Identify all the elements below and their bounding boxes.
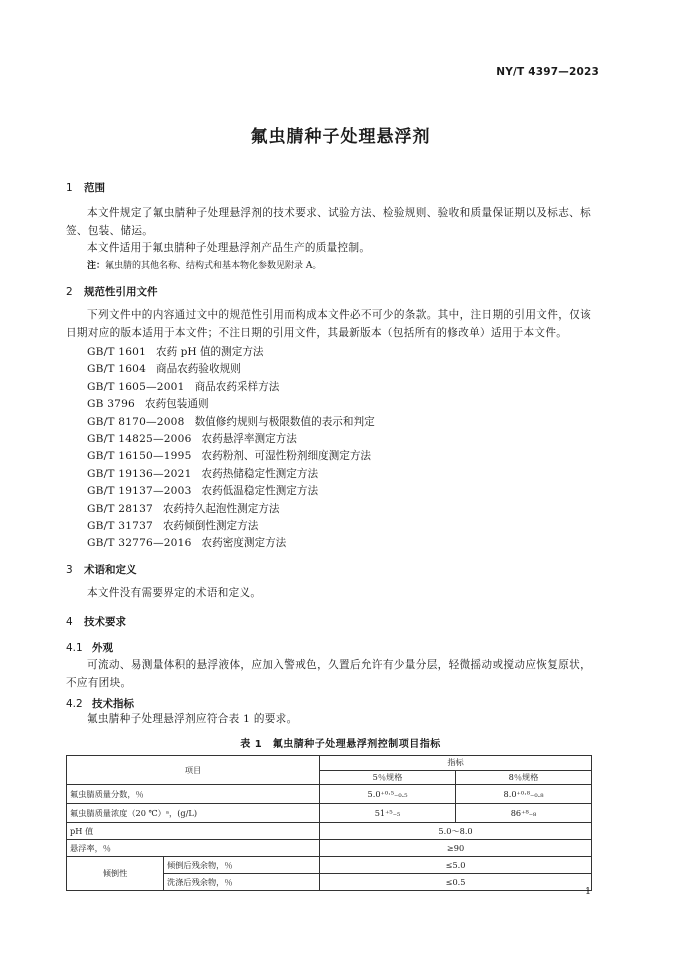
reference-item (87, 501, 375, 518)
reference-item (87, 379, 375, 396)
row-label: 倾倒性 (67, 857, 164, 891)
sub-row-label: 倾倒后残余物，％ (164, 857, 320, 874)
section-title: 外观 (92, 642, 113, 654)
note-label: 注： (87, 261, 106, 271)
section-number: 4 (66, 616, 73, 628)
reference-code: GB/T 31737 (87, 519, 153, 532)
row-label: 悬浮率，％ (67, 840, 320, 857)
section-number: 4.2 (66, 698, 83, 710)
table-row (67, 804, 592, 823)
page-number: 1 (584, 886, 591, 897)
reference-item (87, 414, 375, 431)
cell-value: 86⁺⁸₋₈ (456, 804, 592, 823)
section-4-2-paragraph-1: 氟虫腈种子处理悬浮剂应符合表 1 的要求。 (87, 713, 298, 725)
reference-name: 农药悬浮率测定方法 (201, 432, 297, 445)
table-row (67, 857, 592, 874)
reference-name: 农药包装通则 (144, 398, 209, 411)
section-1-paragraph-2: 本文件适用于氟虫腈种子处理悬浮剂产品生产的质量控制。 (87, 242, 371, 254)
row-label: 氟虫腈质量浓度（20 ℃）ᵃ，(g/L) (67, 804, 320, 823)
cell-value: ≤0.5 (320, 874, 592, 891)
document-title: 氟虫腈种子处理悬浮剂 (250, 127, 431, 147)
reference-item (87, 361, 375, 378)
table-header-row (67, 756, 592, 771)
reference-name: 农药倾倒性测定方法 (162, 519, 259, 532)
reference-item (87, 518, 375, 535)
cell-value: 51⁺⁵₋₅ (320, 804, 456, 823)
reference-name: 农药低温稳定性测定方法 (201, 485, 319, 498)
table-caption: 表 1 氟虫腈种子处理悬浮剂控制项目指标 (240, 739, 441, 750)
section-1-paragraph-1: 本文件规定了氟虫腈种子处理悬浮剂的技术要求、试验方法、检验规则、验收和质量保证期以及标志、标签、包装、储运。 (66, 207, 591, 237)
reference-name: 农药 pH 值的测定方法 (156, 346, 264, 358)
row-label: 氟虫腈质量分数，％ (67, 785, 320, 804)
reference-code: GB/T 14825—2006 (87, 432, 192, 445)
reference-name: 农药密度测定方法 (201, 537, 287, 550)
table-row (67, 785, 592, 804)
reference-name: 数值修约规则与极限数值的表示和判定 (194, 415, 375, 428)
section-number: 1 (66, 182, 73, 194)
section-number: 3 (66, 564, 73, 576)
section-number: 4.1 (66, 642, 83, 654)
normative-references-list (87, 344, 375, 553)
header-item: 项目 (67, 756, 320, 785)
cell-value: ≥90 (320, 840, 592, 857)
sub-row-label: 洗涤后残余物，％ (164, 874, 320, 891)
table-row (67, 840, 592, 857)
header-index: 指标 (320, 756, 592, 771)
section-title: 术语和定义 (84, 564, 137, 576)
reference-code: GB/T 32776—2016 (87, 537, 192, 550)
reference-name: 农药热储稳定性测定方法 (201, 467, 319, 480)
reference-name: 农药粉剂、可湿性粉剂细度测定方法 (201, 450, 372, 463)
reference-item (87, 431, 375, 448)
reference-name: 商品农药验收规则 (156, 363, 241, 376)
reference-code: GB/T 1605—2001 (87, 380, 185, 393)
header-spec-8: 8％规格 (456, 770, 592, 785)
reference-code: GB 3796 (87, 398, 135, 411)
reference-code: GB/T 28137 (87, 502, 153, 515)
section-number: 2 (66, 286, 73, 298)
section-1-note (87, 259, 321, 273)
reference-code: GB/T 8170—2008 (87, 415, 185, 428)
header-spec-5: 5％规格 (320, 770, 456, 785)
reference-code: GB/T 16150—1995 (87, 450, 192, 463)
reference-item (87, 466, 375, 483)
reference-item (87, 396, 375, 413)
cell-value: 8.0⁺⁰·⁸₋₀.₈ (456, 785, 592, 804)
section-title: 技术要求 (84, 616, 126, 628)
reference-code: GB/T 19137—2003 (87, 485, 192, 498)
reference-code: GB/T 1604 (87, 363, 147, 376)
section-4-heading (66, 614, 126, 629)
reference-item (87, 448, 375, 465)
section-4-1-paragraph-1: 可流动、易测量体积的悬浮液体，应加入警戒色，久置后允许有少量分层，轻微摇动或搅动应恢复原状，不应有团块。 (66, 659, 591, 689)
standard-number: NY/T 4397—2023 (496, 66, 599, 78)
section-1-heading (66, 180, 105, 195)
section-4-2-heading (66, 696, 134, 711)
reference-code: GB/T 19136—2021 (87, 467, 192, 480)
cell-value: 5.0～8.0 (320, 823, 592, 840)
cell-value: ≤5.0 (320, 857, 592, 874)
reference-item (87, 483, 375, 500)
table-row (67, 823, 592, 840)
section-3-heading (66, 562, 137, 577)
reference-item (87, 535, 375, 552)
reference-item (87, 344, 375, 361)
row-label: pH 值 (67, 823, 320, 840)
section-title: 规范性引用文件 (84, 286, 158, 298)
reference-name: 农药持久起泡性测定方法 (162, 502, 280, 515)
section-title: 范围 (84, 182, 105, 194)
section-3-paragraph-1: 本文件没有需要界定的术语和定义。 (87, 587, 262, 599)
cell-value: 5.0⁺⁰·⁵₋₀.₅ (320, 785, 456, 804)
reference-code: GB/T 1601 (87, 346, 147, 358)
section-2-heading (66, 284, 158, 299)
section-title: 技术指标 (92, 698, 134, 710)
note-text: 氟虫腈的其他名称、结构式和基本物化参数见附录 A。 (105, 261, 322, 271)
section-2-paragraph-1: 下列文件中的内容通过文中的规范性引用而构成本文件必不可少的条款。其中，注日期的引用文件，仅该日期对应的版本适用于本文件；不注日期的引用文件，其最新版本（包括所有的修改单）适用于本文件。 (66, 309, 591, 339)
spec-table (66, 755, 592, 891)
section-4-1-heading (66, 640, 113, 655)
reference-name: 商品农药采样方法 (194, 380, 280, 393)
